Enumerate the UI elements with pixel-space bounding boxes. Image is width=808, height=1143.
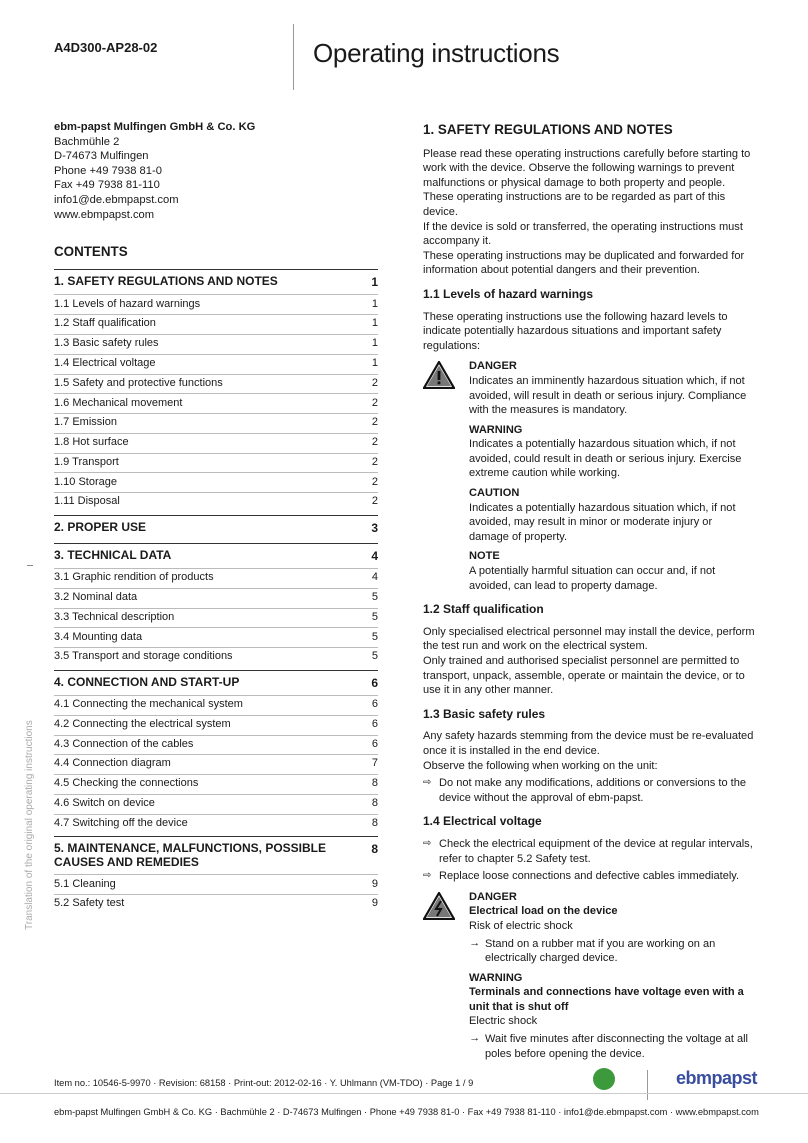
contents-heading: CONTENTS xyxy=(54,244,128,260)
address-line: Fax +49 7938 81-110 xyxy=(54,179,160,192)
left-column xyxy=(54,120,378,912)
toc-subsection-row xyxy=(54,453,378,470)
hazard-label: WARNING xyxy=(469,971,523,984)
toc-section-row xyxy=(54,836,378,872)
company-name: ebm-papst Mulfingen GmbH & Co. KG xyxy=(54,121,256,133)
hazard-text: A potentially harmful situation can occur and, if not avoided, can lead to property damage. xyxy=(469,565,716,592)
hazard-label: WARNING xyxy=(469,423,523,436)
company-address xyxy=(54,120,378,222)
hazard-text: Indicates a potentially hazardous situation which, if not avoided, could result in death or serious injury. Exercise extreme caution while working. xyxy=(469,438,742,480)
toc-subsection-row xyxy=(54,433,378,450)
hazard-text: Indicates a potentially hazardous situation which, if not avoided, may result in minor or moderate injury or damage of property. xyxy=(469,501,736,543)
electrical-warnings xyxy=(423,890,755,1062)
toc-subsection-row xyxy=(54,294,378,311)
toc-subsection-row xyxy=(54,647,378,664)
paragraph: If the device is sold or transferred, the operating instructions must accompany it. xyxy=(423,220,743,248)
hazard-level-danger xyxy=(469,359,755,417)
toc-entry-title: 4.1 Connecting the mechanical system xyxy=(54,698,243,711)
toc-entry-title: 1.7 Emission xyxy=(54,416,117,429)
toc-page-number: 1 xyxy=(371,356,378,369)
toc-subsection-row xyxy=(54,354,378,371)
toc-subsection-row xyxy=(54,568,378,585)
right-column xyxy=(423,120,755,1066)
toc-entry-title: 3.3 Technical description xyxy=(54,610,175,623)
toc-page-number: 4 xyxy=(371,548,378,563)
toc-subsection-row xyxy=(54,492,378,509)
warning-triangle-icon xyxy=(423,361,455,389)
toc-page-number: 5 xyxy=(371,650,378,663)
toc-entry-title: 2. PROPER USE xyxy=(54,519,147,534)
document-code: A4D300-AP28-02 xyxy=(54,40,158,55)
paragraph: Any safety hazards stemming from the device must be re-evaluated once it is installed in the end device. xyxy=(423,730,754,757)
toc-entry-title: 3.4 Mounting data xyxy=(54,630,143,643)
toc-page-number: 2 xyxy=(371,396,378,409)
toc-entry-title: 1.5 Safety and protective functions xyxy=(54,376,223,389)
hazard-label: DANGER xyxy=(469,890,517,903)
toc-subsection-row xyxy=(54,393,378,410)
toc-entry-title: 1.6 Mechanical movement xyxy=(54,396,183,409)
toc-entry-title: 1.9 Transport xyxy=(54,455,119,468)
toc-page-number: 6 xyxy=(371,698,378,711)
arrow-bullet-icon: ⇨ xyxy=(423,777,432,789)
toc-entry-title: 4.7 Switching off the device xyxy=(54,816,188,829)
toc-page-number: 9 xyxy=(371,897,378,910)
paragraph: These operating instructions use the following hazard levels to indicate potentially hazardous situations and important safety regulations: xyxy=(423,310,728,352)
toc-page-number: 4 xyxy=(371,571,378,584)
toc-entry-title: 3. TECHNICAL DATA xyxy=(54,547,172,562)
address-line: D-74673 Mulfingen xyxy=(54,150,149,163)
company-footer: ebm-papst Mulfingen GmbH & Co. KG · Bachmühle 2 · D-74673 Mulfingen · Phone +49 7938 81-0 · Fax +49 7938 81-110 · info1@de.ebmpapst.com · www.ebmpapst.com xyxy=(54,1107,759,1117)
toc-entry-title: 1. SAFETY REGULATIONS AND NOTES xyxy=(54,274,278,289)
header-divider xyxy=(293,24,294,90)
green-tech-badge-icon xyxy=(593,1068,615,1090)
toc-page-number: 8 xyxy=(371,842,378,857)
toc-page-number: 2 xyxy=(371,455,378,468)
hazard-subtitle: Risk of electric shock xyxy=(469,919,573,932)
toc-page-number: 9 xyxy=(371,877,378,890)
paragraph: Only specialised electrical personnel may install the device, perform the test run and work on the electrical system. xyxy=(423,625,755,653)
hazard-level-warning xyxy=(469,423,755,481)
toc-subsection-row xyxy=(54,334,378,351)
toc-page-number: 8 xyxy=(371,777,378,790)
subsection-heading: 1.2 Staff qualification xyxy=(423,602,544,617)
footer-divider xyxy=(0,1093,808,1094)
toc-page-number: 2 xyxy=(371,495,378,508)
toc-subsection-row xyxy=(54,588,378,605)
action-item: → Stand on a rubber mat if you are working on an electrically charged device. xyxy=(469,936,716,965)
document-info-footer: Item no.: 10546-5-9970 · Revision: 68158 · Print-out: 2012-02-16 · Y. Uhlmann (VM-TDO) · Page 1 / 9 xyxy=(54,1078,474,1088)
right-arrow-icon: → xyxy=(469,936,481,949)
hazard-text: Indicates an imminently hazardous situation which, if not avoided, will result in death or serious injury. Compliance with the measures is mandatory. xyxy=(469,374,747,417)
toc-page-number: 6 xyxy=(371,717,378,730)
toc-section-row xyxy=(54,515,378,538)
hazard-label: DANGER xyxy=(469,360,517,373)
toc-entry-title: 5.2 Safety test xyxy=(54,897,125,910)
toc-subsection-row xyxy=(54,472,378,489)
hazard-level-caution xyxy=(469,486,755,544)
toc-entry-title: 3.5 Transport and storage conditions xyxy=(54,650,233,663)
toc-subsection-row xyxy=(54,894,378,911)
toc-subsection-row xyxy=(54,374,378,391)
toc-subsection-row xyxy=(54,314,378,331)
hazard-level-note xyxy=(469,549,755,593)
toc-entry-title: 1.4 Electrical voltage xyxy=(54,356,156,369)
toc-entry-title: 1.10 Storage xyxy=(54,475,117,488)
margin-mark xyxy=(27,565,33,566)
toc-subsection-row xyxy=(54,735,378,752)
toc-subsection-row xyxy=(54,794,378,811)
toc-page-number: 5 xyxy=(371,630,378,643)
subsection-heading: 1.1 Levels of hazard warnings xyxy=(423,286,594,301)
toc-page-number: 1 xyxy=(371,317,378,330)
toc-subsection-row xyxy=(54,627,378,644)
toc-page-number: 2 xyxy=(371,475,378,488)
toc-entry-title: 5.1 Cleaning xyxy=(54,877,116,890)
toc-entry-title: 4.5 Checking the connections xyxy=(54,777,199,790)
electrical-danger xyxy=(469,890,755,966)
toc-page-number: 6 xyxy=(371,737,378,750)
toc-entry-title: 4.6 Switch on device xyxy=(54,797,155,810)
logo-divider xyxy=(647,1070,648,1100)
toc-page-number: 2 xyxy=(371,376,378,389)
toc-section-row xyxy=(54,269,378,292)
electrical-warning xyxy=(469,971,755,1062)
toc-subsection-row xyxy=(54,754,378,771)
arrow-bullet-icon: ⇨ xyxy=(423,870,432,882)
arrow-bullet-icon: ⇨ xyxy=(423,837,432,849)
toc-entry-title: 4.3 Connection of the cables xyxy=(54,737,194,750)
hazard-label: CAUTION xyxy=(469,487,520,500)
toc-page-number: 5 xyxy=(371,591,378,604)
page-title: Operating instructions xyxy=(313,38,560,68)
toc-section-row xyxy=(54,670,378,693)
subsection-heading: 1.4 Electrical voltage xyxy=(423,814,542,829)
toc-entry-title: 1.3 Basic safety rules xyxy=(54,337,159,350)
toc-entry-title: 1.2 Staff qualification xyxy=(54,317,156,330)
table-of-contents xyxy=(54,269,378,912)
toc-entry-title: 1.1 Levels of hazard warnings xyxy=(54,297,201,310)
toc-page-number: 6 xyxy=(371,675,378,690)
toc-entry-title: 1.8 Hot surface xyxy=(54,436,129,449)
toc-page-number: 2 xyxy=(371,416,378,429)
hazard-title: Terminals and connections have voltage even with a unit that is shut off xyxy=(469,986,744,1013)
toc-page-number: 1 xyxy=(371,337,378,350)
bullet-item: ⇨ Replace loose connections and defective cables immediately. xyxy=(423,870,740,883)
electric-hazard-icon xyxy=(423,892,455,920)
toc-page-number: 7 xyxy=(371,757,378,770)
toc-subsection-row xyxy=(54,814,378,831)
toc-subsection-row xyxy=(54,774,378,791)
action-item: → Wait five minutes after disconnecting the voltage at all poles before opening the device. xyxy=(469,1032,749,1060)
toc-entry-title: 1.11 Disposal xyxy=(54,495,120,508)
address-line: Bachmühle 2 xyxy=(54,135,120,148)
bullet-item: ⇨ Check the electrical equipment of the device at regular intervals, refer to chapter 5.2 Safety test. xyxy=(423,837,753,865)
toc-entry-title: 4.4 Connection diagram xyxy=(54,757,171,770)
toc-entry-title: 4. CONNECTION AND START-UP xyxy=(54,674,240,689)
toc-page-number: 8 xyxy=(371,816,378,829)
paragraph: Please read these operating instructions carefully before starting to work with the device. Observe the following warnings to prevent malfunctions or physical damage to both property and people. xyxy=(423,147,751,189)
toc-section-row xyxy=(54,543,378,566)
hazard-label: NOTE xyxy=(469,550,500,563)
toc-subsection-row xyxy=(54,695,378,712)
ebmpapst-logo: ebmpapst xyxy=(676,1068,758,1088)
toc-page-number: 2 xyxy=(371,436,378,449)
toc-page-number: 1 xyxy=(371,275,378,290)
toc-entry-title: 5. MAINTENANCE, MALFUNCTIONS, POSSIBLE CAUSES AND REMEDIES xyxy=(54,841,327,869)
paragraph: These operating instructions may be duplicated and forwarded for information about potential dangers and their prevention. xyxy=(423,249,745,277)
toc-subsection-row xyxy=(54,874,378,891)
section-heading: 1. SAFETY REGULATIONS AND NOTES xyxy=(423,122,673,137)
toc-entry-title: 3.2 Nominal data xyxy=(54,591,138,604)
toc-subsection-row xyxy=(54,715,378,732)
paragraph: Only trained and authorised specialist personnel are permitted to transport, unpack, assemble, operate or maintain the device, or to use it in any other manner. xyxy=(423,655,745,697)
right-arrow-icon: → xyxy=(469,1032,481,1045)
website-line: www.ebmpapst.com xyxy=(54,208,155,221)
side-note: Translation of the original operating instructions xyxy=(24,720,35,930)
toc-subsection-row xyxy=(54,413,378,430)
paragraph: These operating instructions are to be regarded as part of this device. xyxy=(423,191,726,218)
hazard-subtitle: Electric shock xyxy=(469,1015,538,1028)
email-line: info1@de.ebmpapst.com xyxy=(54,193,179,206)
toc-page-number: 1 xyxy=(371,297,378,310)
toc-page-number: 5 xyxy=(371,610,378,623)
hazard-title: Electrical load on the device xyxy=(469,905,618,918)
address-line: Phone +49 7938 81-0 xyxy=(54,164,162,177)
toc-entry-title: 3.1 Graphic rendition of products xyxy=(54,571,214,584)
toc-entry-title: 4.2 Connecting the electrical system xyxy=(54,717,231,730)
toc-subsection-row xyxy=(54,608,378,625)
subsection-heading: 1.3 Basic safety rules xyxy=(423,706,546,721)
hazard-levels xyxy=(423,359,755,593)
paragraph: Observe the following when working on the unit: xyxy=(423,759,658,772)
toc-page-number: 8 xyxy=(371,797,378,810)
toc-page-number: 3 xyxy=(371,520,378,535)
bullet-item: ⇨ Do not make any modifications, additions or conversions to the device without the approval of ebm-papst. xyxy=(423,777,747,804)
